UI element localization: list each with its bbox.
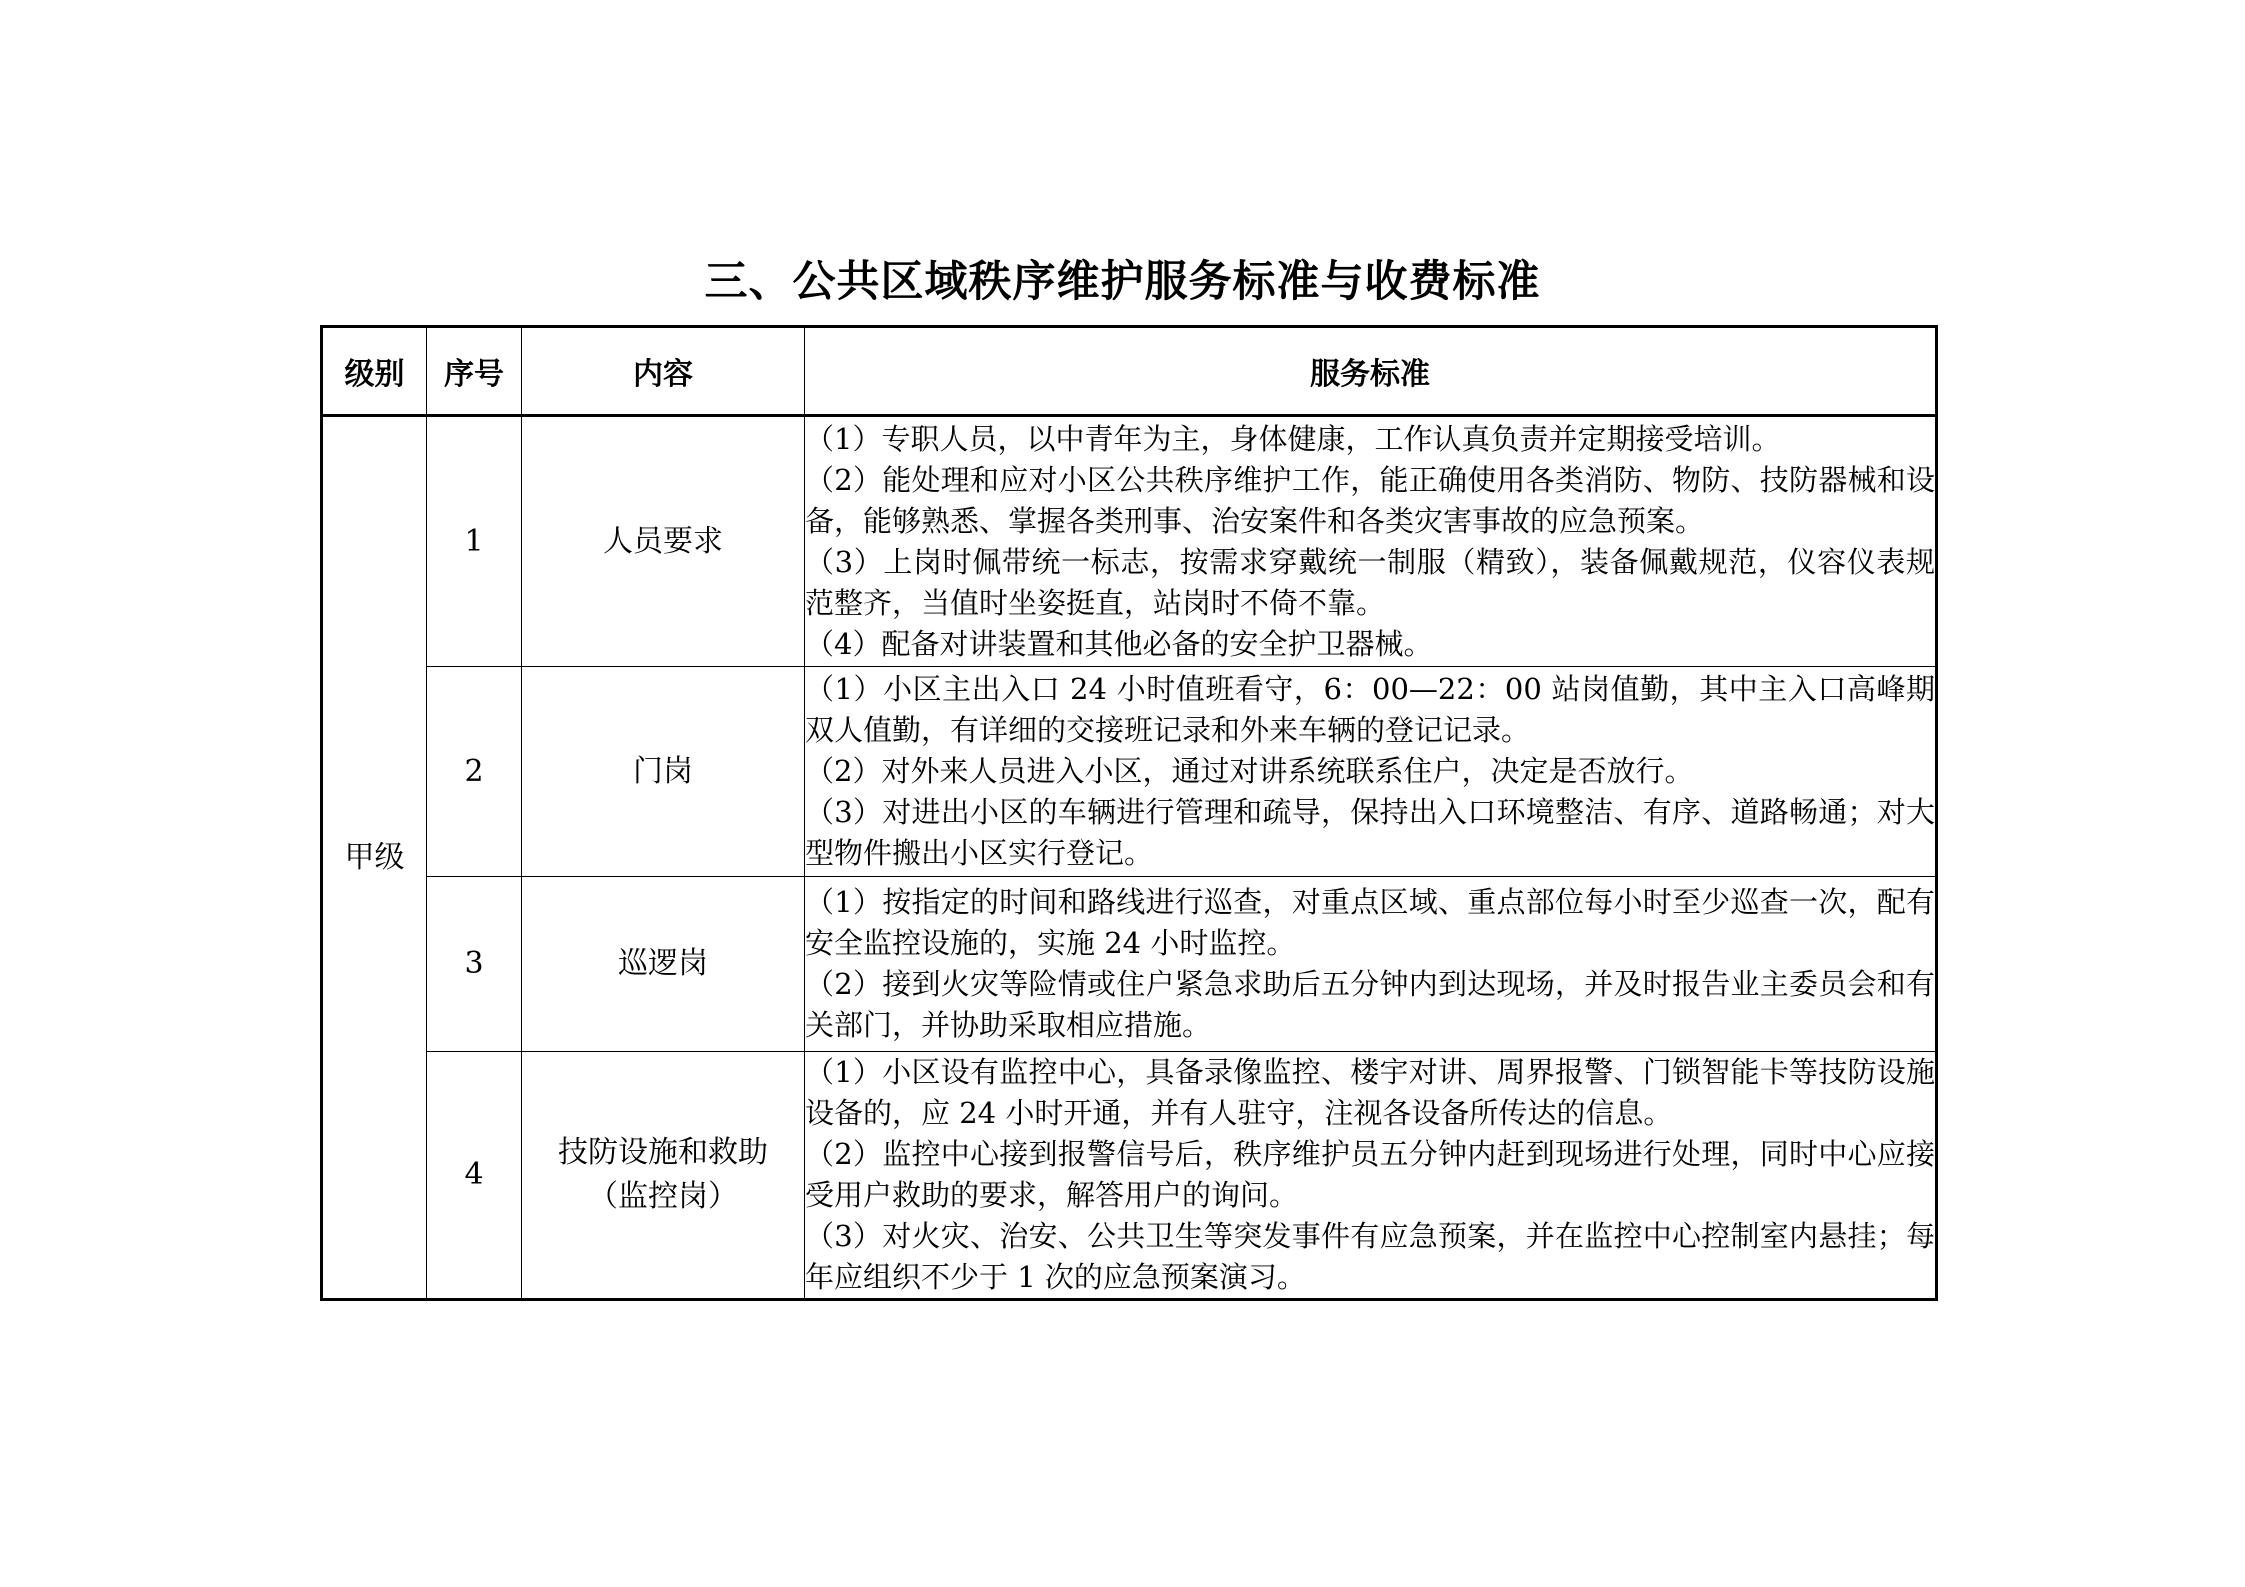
standard-line: （2）监控中心接到报警信号后，秩序维护员五分钟内赶到现场进行处理，同时中心应接受用户救助的要求，解答用户的询问。 (805, 1137, 1935, 1212)
standard-cell (805, 416, 1937, 667)
item-label: 门岗 (633, 753, 693, 789)
table-row (322, 667, 1937, 877)
table-row (322, 1052, 1937, 1300)
seq-cell: 4 (427, 1052, 522, 1300)
table-row (322, 877, 1937, 1052)
service-standard-table (320, 325, 1938, 1301)
standard-cell (805, 877, 1937, 1052)
standard-line: （1）专职人员，以中青年为主，身体健康，工作认真负责并定期接受培训。 (805, 421, 1781, 456)
level-cell: 甲级 (322, 416, 427, 1300)
standard-cell (805, 1052, 1937, 1300)
standard-line: （3）上岗时佩带统一标志，按需求穿戴统一制服（精致），装备佩戴规范，仪容仪表规范整齐，当值时坐姿挺直，站岗时不倚不靠。 (805, 544, 1935, 620)
standard-line: （2）能处理和应对小区公共秩序维护工作，能正确使用各类消防、物防、技防器械和设备，能够熟悉、掌握各类刑事、治安案件和各类灾害事故的应急预案。 (805, 462, 1935, 538)
header-seq: 序号 (427, 327, 522, 416)
table-row (322, 416, 1937, 667)
item-label: 技防设施和救助 (558, 1135, 768, 1170)
header-level: 级别 (322, 327, 427, 416)
standard-line: （1）按指定的时间和路线进行巡查，对重点区域、重点部位每小时至少巡查一次，配有安全监控设施的，实施 24 小时监控。 (805, 885, 1935, 960)
item-cell (522, 667, 805, 877)
document-title: 三、公共区域秩序维护服务标准与收费标准 (704, 257, 1541, 307)
standard-line: （4）配备对讲装置和其他必备的安全护卫器械。 (805, 626, 1433, 661)
standard-line: （2）对外来人员进入小区，通过对讲系统联系住户，决定是否放行。 (805, 754, 1694, 788)
seq-cell: 1 (427, 416, 522, 667)
table-header-row (322, 327, 1937, 416)
item-sublabel: （监控岗） (588, 1179, 738, 1214)
header-content: 内容 (522, 327, 805, 416)
seq-cell: 2 (427, 667, 522, 877)
standard-line: （3）对进出小区的车辆进行管理和疏导，保持出入口环境整洁、有序、道路畅通；对大型物件搬出小区实行登记。 (805, 795, 1935, 870)
standard-line: （1）小区设有监控中心，具备录像监控、楼宇对讲、周界报警、门锁智能卡等技防设施设备的，应 24 小时开通，并有人驻守，注视各设备所传达的信息。 (805, 1055, 1935, 1130)
item-label: 巡逻岗 (618, 946, 708, 981)
item-label: 人员要求 (603, 523, 723, 559)
standard-line: （1）小区主出入口 24 小时值班看守，6：00—22：00 站岗值勤，其中主入口高峰期双人值勤，有详细的交接班记录和外来车辆的登记记录。 (805, 672, 1935, 747)
standard-line: （3）对火灾、治安、公共卫生等突发事件有应急预案，并在监控中心控制室内悬挂；每年应组织不少于 1 次的应急预案演习。 (805, 1219, 1935, 1294)
standard-cell (805, 667, 1937, 877)
item-cell (522, 416, 805, 667)
standard-line: （2）接到火灾等险情或住户紧急求助后五分钟内到达现场，并及时报告业主委员会和有关部门，并协助采取相应措施。 (805, 967, 1935, 1042)
header-standard: 服务标准 (805, 327, 1937, 416)
seq-cell: 3 (427, 877, 522, 1052)
item-cell (522, 877, 805, 1052)
item-cell (522, 1052, 805, 1300)
